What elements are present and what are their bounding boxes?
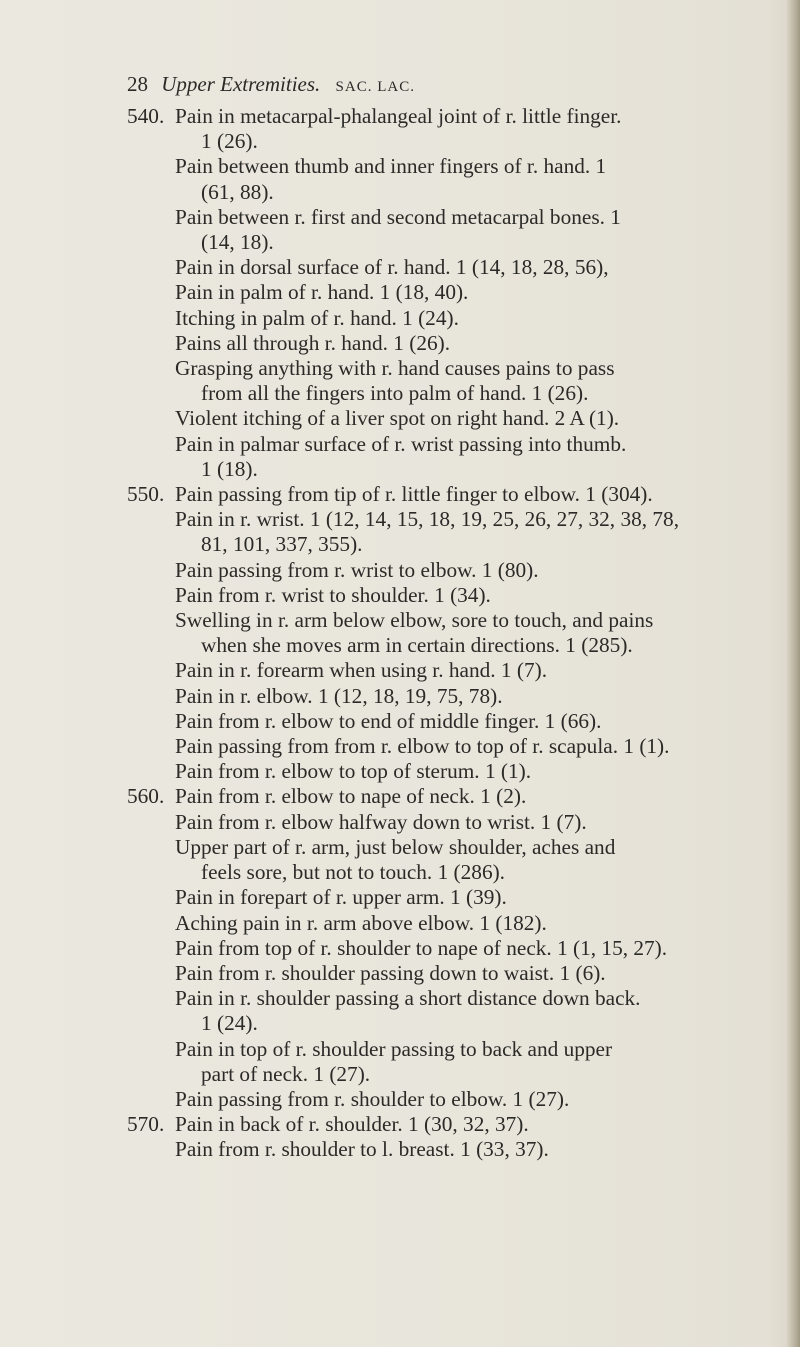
entry-text: Pain between r. first and second metacarpal bones. 1 xyxy=(175,204,621,229)
page-number: 28 xyxy=(127,72,148,96)
entry-text: Pain in metacarpal-phalangeal joint of r. little finger. xyxy=(175,104,622,128)
entry-number: 560. xyxy=(127,784,165,809)
symptom-entry xyxy=(127,507,793,557)
symptom-entry xyxy=(127,709,793,734)
symptom-entry xyxy=(127,986,793,1036)
symptom-entry xyxy=(127,583,793,608)
entry-text: Pain in back of r. shoulder. 1 (30, 32, 37). xyxy=(175,1112,529,1137)
entry-continuation: from all the fingers into palm of hand. 1 (26). xyxy=(201,381,589,406)
entry-continuation: feels sore, but not to touch. 1 (286). xyxy=(201,860,506,885)
symptom-entry xyxy=(127,205,793,255)
entry-continuation: 81, 101, 337, 355). xyxy=(201,532,363,557)
entry-text: Itching in palm of r. hand. 1 (24). xyxy=(175,305,459,330)
symptom-entry xyxy=(127,255,793,280)
remedy-abbreviation: SAC. LAC. xyxy=(335,79,415,95)
entry-text: Swelling in r. arm below elbow, sore to touch, and pains xyxy=(175,608,654,633)
entry-text: Pain passing from tip of r. little finger to elbow. 1 (304). xyxy=(175,482,653,507)
entry-text: Pain from r. wrist to shoulder. 1 (34). xyxy=(175,582,491,607)
running-header xyxy=(127,72,415,97)
symptom-entry xyxy=(127,961,793,986)
entry-text: Pain from r. elbow halfway down to wrist. 1 (7). xyxy=(175,809,587,834)
symptom-entry xyxy=(127,104,793,154)
symptom-list xyxy=(127,104,793,1163)
entry-text: Pain from r. shoulder to l. breast. 1 (33, 37). xyxy=(175,1137,549,1162)
symptom-entry xyxy=(127,784,793,809)
entry-text: Pain passing from from r. elbow to top of r. scapula. 1 (1). xyxy=(175,734,670,759)
symptom-entry xyxy=(127,911,793,936)
symptom-entry xyxy=(127,810,793,835)
entry-continuation: part of neck. 1 (27). xyxy=(201,1061,371,1086)
entry-text: Pain in palmar surface of r. wrist passing into thumb. xyxy=(175,431,627,456)
symptom-entry xyxy=(127,734,793,759)
entry-text: Pains all through r. hand. 1 (26). xyxy=(175,330,451,355)
symptom-entry xyxy=(127,1087,793,1112)
symptom-entry xyxy=(127,835,793,885)
symptom-entry xyxy=(127,1137,793,1162)
symptom-entry xyxy=(127,280,793,305)
entry-text: Pain in r. elbow. 1 (12, 18, 19, 75, 78). xyxy=(175,683,503,708)
entry-text: Pain passing from r. wrist to elbow. 1 (80). xyxy=(175,557,539,582)
entry-text: Pain in dorsal surface of r. hand. 1 (14, 18, 28, 56), xyxy=(175,255,609,280)
symptom-entry xyxy=(127,331,793,356)
entry-continuation: 1 (24). xyxy=(201,1011,258,1036)
entry-text: Pain between thumb and inner fingers of r. hand. 1 xyxy=(175,154,607,179)
entry-text: Pain in r. shoulder passing a short distance down back. xyxy=(175,986,641,1011)
section-title: Upper Extremities. xyxy=(161,72,321,96)
entry-continuation: 1 (18). xyxy=(201,456,258,481)
symptom-entry xyxy=(127,1037,793,1087)
entry-text: Pain from r. shoulder passing down to waist. 1 (6). xyxy=(175,960,606,985)
symptom-entry xyxy=(127,482,793,507)
symptom-entry xyxy=(127,658,793,683)
symptom-entry xyxy=(127,1112,793,1137)
symptom-entry xyxy=(127,558,793,583)
symptom-entry xyxy=(127,936,793,961)
entry-continuation: 1 (26). xyxy=(201,129,258,154)
entry-continuation: (61, 88). xyxy=(201,179,274,204)
symptom-entry xyxy=(127,406,793,431)
entry-text: Pain from r. elbow to end of middle finger. 1 (66). xyxy=(175,708,602,733)
entry-text: Pain from r. elbow to top of sterum. 1 (1). xyxy=(175,759,532,784)
entry-text: Grasping anything with r. hand causes pains to pass xyxy=(175,356,615,381)
entry-number: 570. xyxy=(127,1112,165,1137)
symptom-entry xyxy=(127,356,793,406)
entry-text: Violent itching of a liver spot on right hand. 2 A (1). xyxy=(175,406,620,431)
symptom-entry xyxy=(127,684,793,709)
entry-continuation: when she moves arm in certain directions. 1 (285). xyxy=(201,633,633,658)
symptom-entry xyxy=(127,608,793,658)
entry-text: Pain from r. elbow to nape of neck. 1 (2). xyxy=(175,784,527,809)
entry-text: Pain in forepart of r. upper arm. 1 (39). xyxy=(175,885,507,910)
entry-number: 550. xyxy=(127,482,165,507)
entry-text: Pain in r. forearm when using r. hand. 1 (7). xyxy=(175,658,548,683)
entry-text: Pain in top of r. shoulder passing to back and upper xyxy=(175,1036,613,1061)
symptom-entry xyxy=(127,306,793,331)
entry-text: Pain passing from r. shoulder to elbow. 1 (27). xyxy=(175,1086,570,1111)
entry-text: Pain in r. wrist. 1 (12, 14, 15, 18, 19, 25, 26, 27, 32, 38, 78, xyxy=(175,507,680,532)
symptom-entry xyxy=(127,154,793,204)
symptom-entry xyxy=(127,885,793,910)
entry-number: 540. xyxy=(127,104,165,128)
entry-text: Pain from top of r. shoulder to nape of neck. 1 (1, 15, 27). xyxy=(175,935,668,960)
entry-text: Upper part of r. arm, just below shoulder, aches and xyxy=(175,834,616,859)
entry-text: Aching pain in r. arm above elbow. 1 (182). xyxy=(175,910,547,935)
symptom-entry xyxy=(127,759,793,784)
entry-continuation: (14, 18). xyxy=(201,230,274,255)
entry-text: Pain in palm of r. hand. 1 (18, 40). xyxy=(175,280,469,305)
symptom-entry xyxy=(127,432,793,482)
